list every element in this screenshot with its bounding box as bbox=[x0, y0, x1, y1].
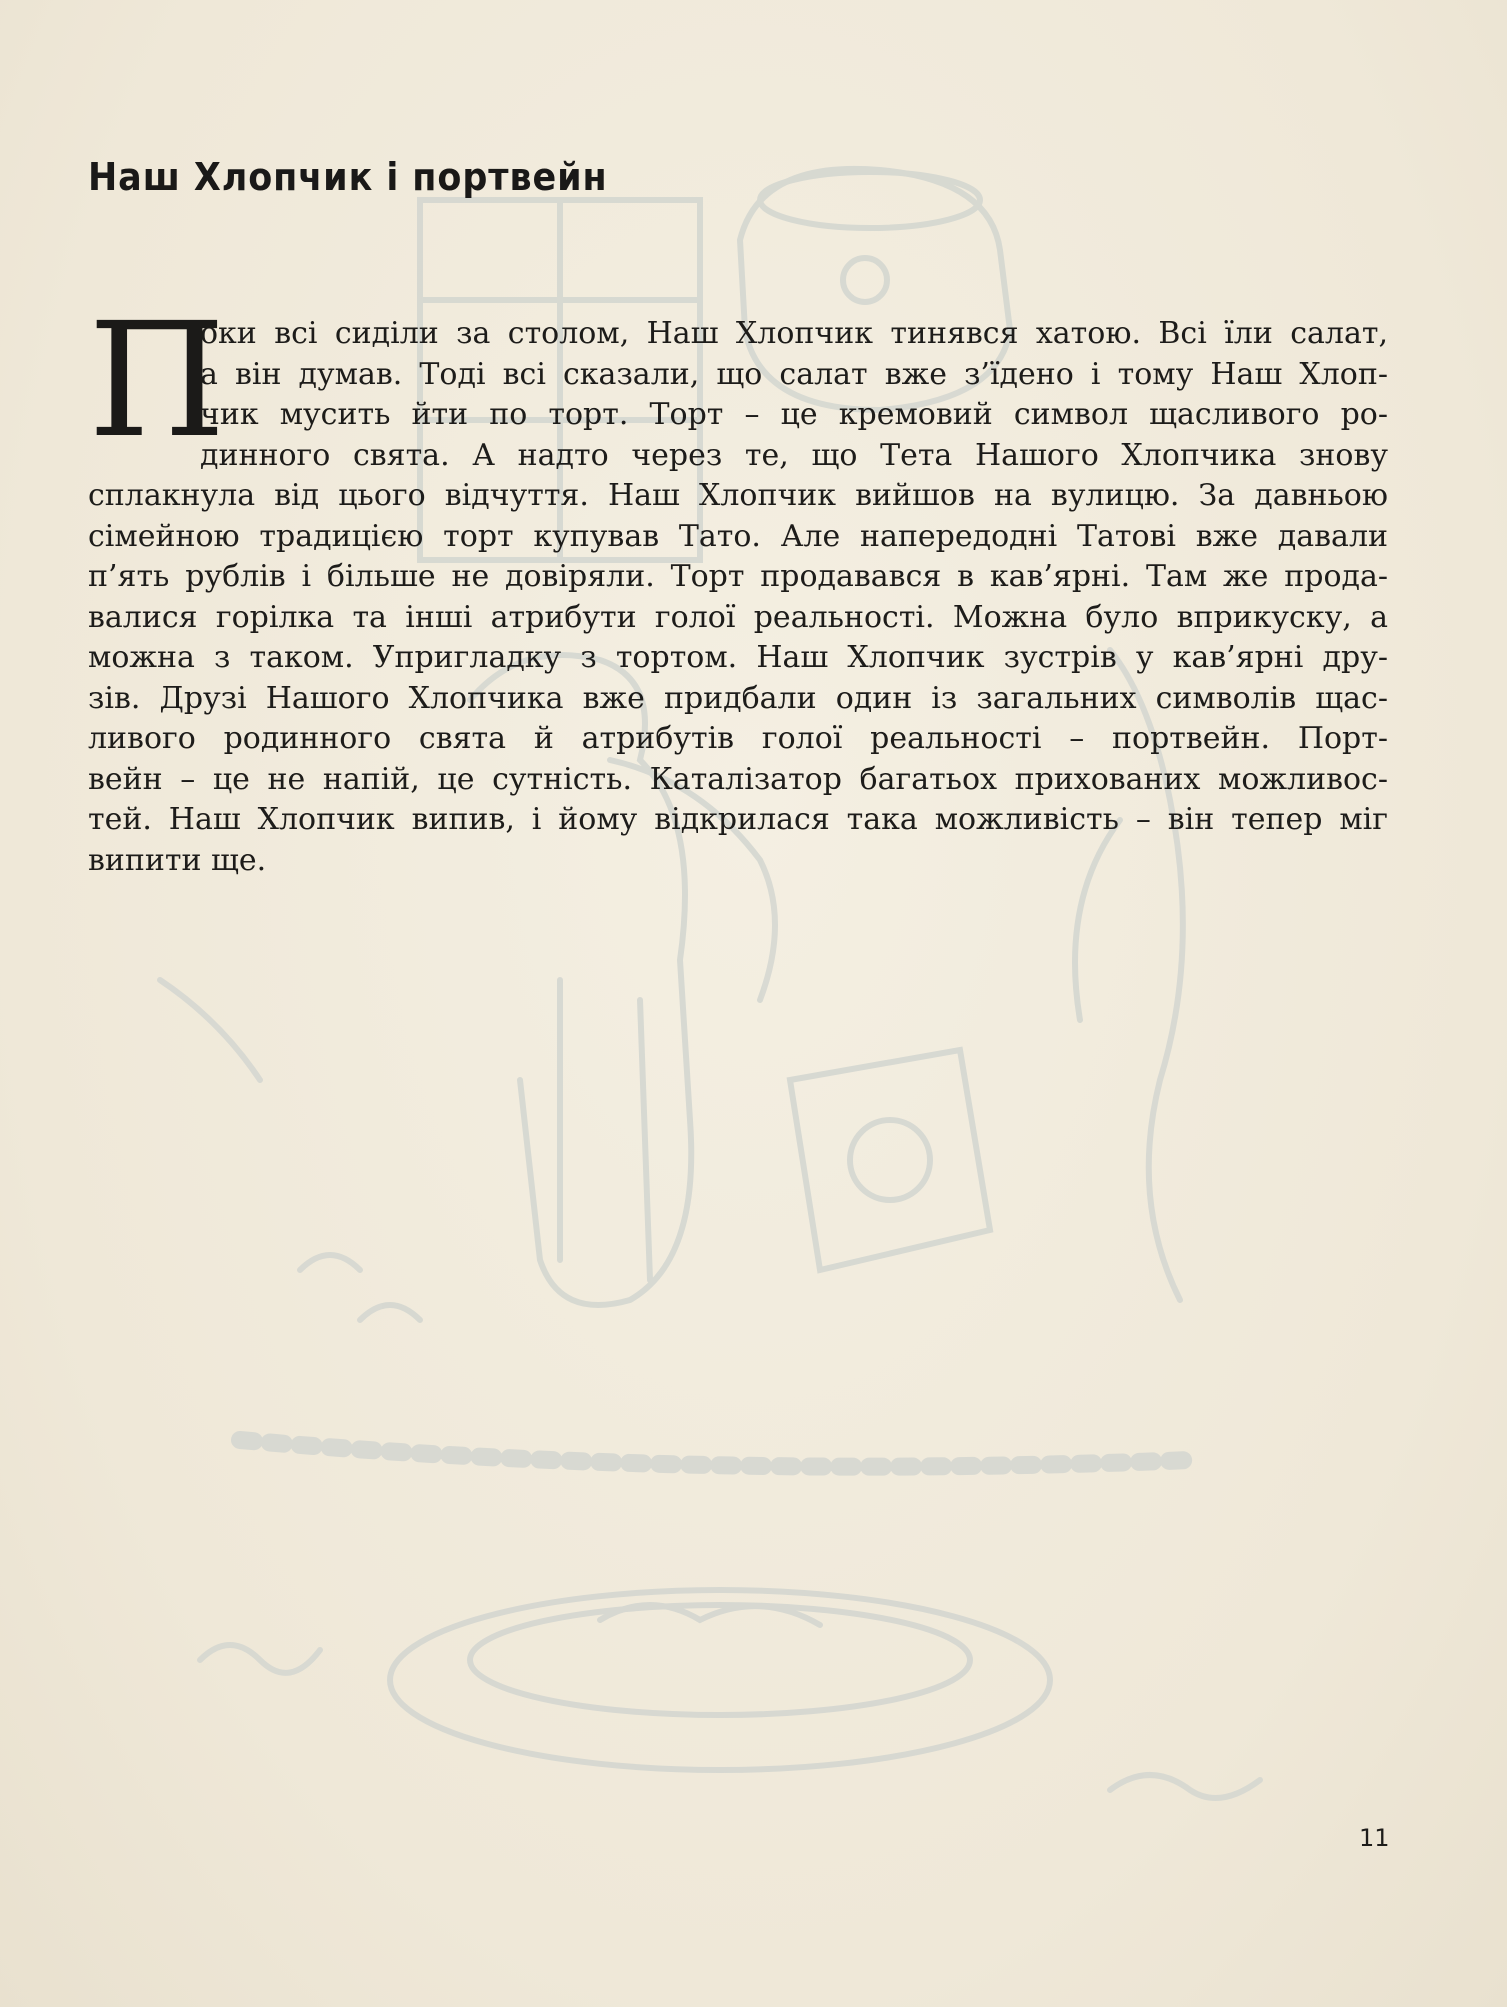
text-line: чик мусить йти по торт. Торт – це кремовий символ щасливого ро- bbox=[200, 397, 1388, 432]
text-line: можна з таком. Упригладку з тортом. Наш Хлопчик зустрів у кав’ярні дру- bbox=[88, 640, 1388, 675]
dropcap-paragraph bbox=[88, 289, 1388, 476]
chapter-title: Наш Хлопчик і портвейн bbox=[88, 155, 608, 199]
text-line: сімейною традицією торт купував Тато. Але напередодні Татові вже давали bbox=[88, 518, 1388, 554]
text-line: зів. Друзі Нашого Хлопчика вже придбали один із загальних символів щас- bbox=[88, 680, 1388, 716]
text-line: оки всі сиділи за столом, Наш Хлопчик тинявся хатою. Всі їли салат, bbox=[200, 316, 1388, 351]
text-line: валися горілка та інші атрибути голої реальності. Можна було вприкуску, а bbox=[88, 599, 1388, 635]
text-line: ливого родинного свята й атрибутів голої реальності – портвейн. Порт- bbox=[88, 721, 1388, 756]
text-line: динного свята. А надто через те, що Тета Нашого Хлопчика знову bbox=[200, 437, 1388, 473]
text-line: а він думав. Тоді всі сказали, що салат вже з’їдено і тому Наш Хлоп- bbox=[200, 356, 1388, 392]
chapter-text bbox=[88, 289, 1388, 881]
text-line: сплакнула від цього відчуття. Наш Хлопчик вийшов на вулицю. За давньою bbox=[88, 478, 1388, 513]
text-line: вейн – це не напій, це сутність. Каталізатор багатьох прихованих можливос- bbox=[88, 761, 1388, 797]
text-line: випити ще. bbox=[88, 842, 267, 878]
page-number: 11 bbox=[1359, 1824, 1390, 1852]
text-line: тей. Наш Хлопчик випив, і йому відкрилася така можливість – він тепер міг bbox=[88, 802, 1388, 837]
text-line: п’ять рублів і більше не довіряли. Торт продавався в кав’ярні. Там же прода- bbox=[88, 559, 1388, 594]
drop-cap-letter: П bbox=[88, 289, 226, 473]
